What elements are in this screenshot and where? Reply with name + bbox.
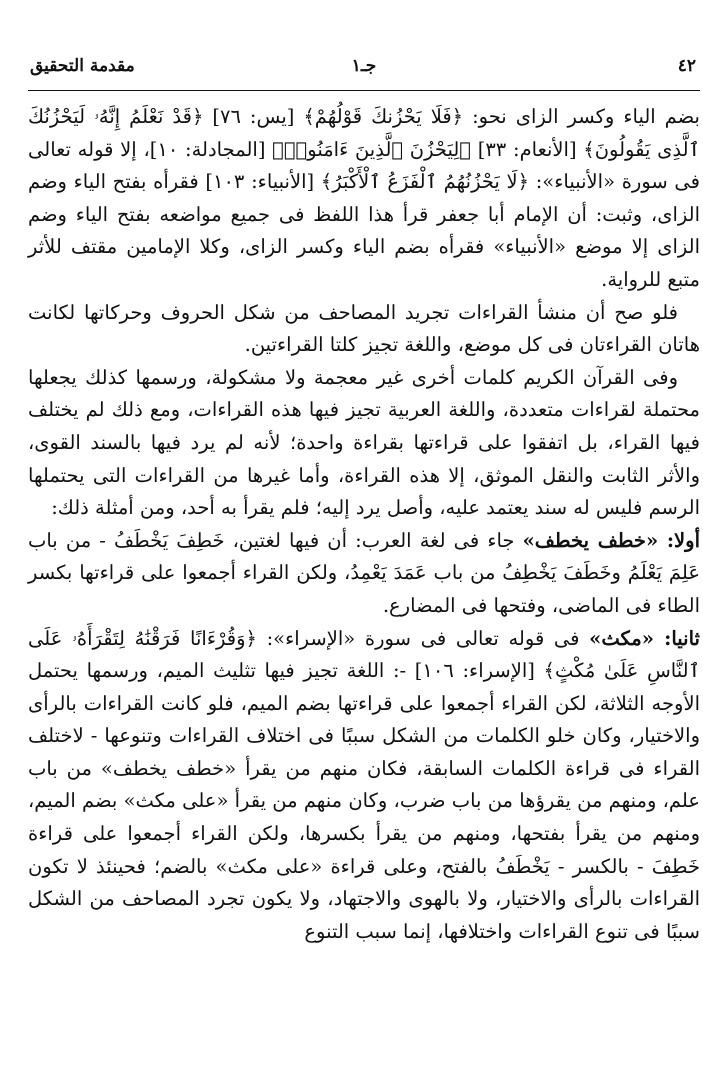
page-body	[28, 101, 700, 948]
running-header	[28, 50, 700, 91]
volume-label: جـ١	[351, 56, 377, 76]
paragraph-text: وفى القرآن الكريم كلمات أخرى غير معجمة ولا مشكولة، ورسمها كذلك يجعلها محتملة لقراءات متعددة، واللغة العربية تجيز فيها هذه القراءات، ومع ذلك لم يختلف فيها القراء، بل اتفقوا على قراءتها بقراءة واحدة؛ لأنه لم يرد فيها بالسند القوى، والأثر الثابت والنقل الموثق، إلا هذه القراءة، وأما غيرها من القراءات التى يحتملها الرسم فليس له سند يعتمد عليه، وأصل يرد إليه؛ فلم يقرأ به أحد، ومن أمثلة ذلك:	[28, 365, 700, 520]
document-page	[28, 50, 700, 1080]
paragraph-text: فلو صح أن منشأ القراءات تجريد المصاحف من شكل الحروف وحركاتها لكانت هاتان القراءتان فى كل موضع، واللغة تجيز كلتا القراءتين.	[28, 300, 700, 357]
header-title: مقدمة التحقيق	[30, 56, 135, 76]
example-heading: ثانيا: «مكث»	[589, 626, 700, 650]
paragraph-4	[28, 525, 700, 623]
page-number: ٤٢	[677, 56, 696, 76]
paragraph-5	[28, 623, 700, 949]
example-heading: أولا: «خطف يخطف»	[522, 528, 700, 552]
paragraph-2	[28, 297, 700, 362]
paragraph-1	[28, 101, 700, 297]
paragraph-3	[28, 362, 700, 525]
paragraph-text: بضم الياء وكسر الزاى نحو: ﴿فَلَا يَحْزُنكَ قَوْلُهُمْ﴾ [يس: ٧٦] ﴿قَدْ نَعْلَمُ إِنَّهُۥ لَيَحْزُنُكَ ٱلَّذِى يَقُولُونَ﴾ [الأنعام: ٣٣] ﴿لِيَحْزُنَ ٱلَّذِينَ ءَامَنُوا۟﴾ [المجادلة: ١٠]، إلا قوله تعالى فى سورة «الأنبياء»: ﴿لَا يَحْزُنُهُمُ ٱلْفَزَعُ ٱلْأَكْبَرُ﴾ [الأنبياء: ١٠٣] فقرأه بفتح الياء وضم الزاى، وثبت: أن الإمام أبا جعفر قرأ هذا اللفظ فى جميع مواضعه بفتح الياء وضم الزاى إلا موضع «الأنبياء» فقرأه بضم الياء وكسر الزاى، وكلا الإمامين مقتف للأثر متبع للرواية.	[28, 105, 700, 291]
paragraph-text: جاء فى لغة العرب: أن فيها لغتين، خَطِفَ يَخْطَفُ - من باب عَلِمَ يَعْلَمُ وخَطَفَ يَخْطِفُ من باب عَمَدَ يَعْمِدُ، ولكن القراء أجمعوا على قراءتها بكسر الطاء فى الماضى، وفتحها فى المضارع.	[28, 528, 700, 617]
paragraph-text: فى قوله تعالى فى سورة «الإسراء»: ﴿وَقُرْءَانًا فَرَقْنَٰهُ لِتَقْرَأَهُۥ عَلَى ٱلنَّاسِ عَلَىٰ مُكْثٍ﴾ [الإسراء: ١٠٦] -: اللغة تجيز فيها تثليث الميم، ورسمها يحتمل الأوجه الثلاثة، لكن القراء أجمعوا على قراءتها بضم الميم، فلو كانت القراءات بالرأى والاختيار، وكان خلو الكلمات من الشكل سببًا فى اختلاف القراءات وتنوعها - لاختلف القراء فى قراءة الكلمات السابقة، فكان منهم من يقرأ «خطف يخطف» من باب علم، ومنهم من يقرؤها من باب ضرب، وكان منهم من يقرأ «على مكث» بضم الميم، ومنهم من يقرأ بفتحها، ومنهم من يقرأ بكسرها، ولكن القراء أجمعوا على قراءة خَطِفَ - بالكسر - يَخْطَفُ بالفتح، وعلى قراءة «على مكث» بالضم؛ فحينئذ لا تكون القراءات بالرأى والاختيار، ولا بالهوى والاجتهاد، ولا يكون تجرد المصاحف من الشكل سببًا فى تنوع القراءات واختلافها، إنما سبب التنوع	[28, 626, 700, 943]
